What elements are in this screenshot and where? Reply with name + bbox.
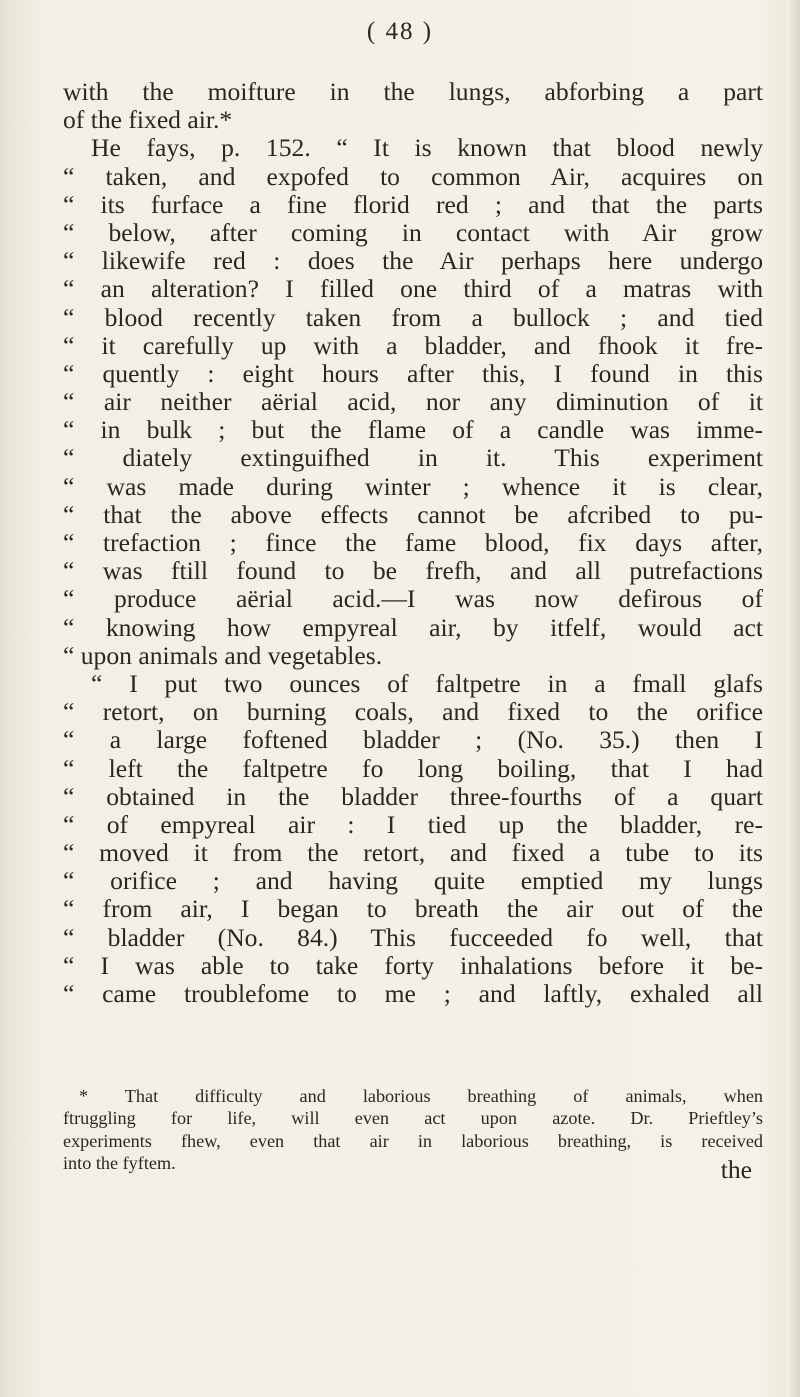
text-line: “ quently : eight hours after this, I found in this — [63, 359, 763, 388]
text-line: “ from air, I began to breath the air out of the — [63, 895, 763, 924]
text-line: “ it carefully up with a bladder, and fhook it fre- — [63, 331, 763, 360]
text-line: “ air neither aërial acid, nor any diminution of it — [63, 388, 763, 417]
footnote-line: * That difficulty and laborious breathing of animals, when — [79, 1086, 763, 1106]
text-line: “ left the faltpetre fo long boiling, that I had — [63, 754, 763, 783]
footnote-line: ftruggling for life, will even act upon azote. Dr. Prieftley’s — [63, 1108, 763, 1129]
catchword: the — [720, 1155, 752, 1184]
text-line: with the moifture in the lungs, abforbing a part — [63, 78, 763, 106]
footnote-line: experiments fhew, even that air in laborious breathing, is received — [63, 1130, 763, 1151]
text-line: “ below, after coming in contact with Air grow — [63, 218, 763, 247]
text-line: “ trefaction ; fince the fame blood, fix days after, — [63, 529, 763, 557]
text-line: “ produce aërial acid.—I was now defirous of — [63, 585, 763, 614]
text-line: “ blood recently taken from a bullock ; and tied — [63, 303, 763, 332]
main-text — [63, 78, 763, 1008]
text-line: “ a large foftened bladder ; (No. 35.) then I — [63, 726, 763, 755]
text-line: “ was ftill found to be frefh, and all putrefactions — [63, 557, 763, 586]
text-line: “ likewife red : does the Air perhaps here undergo — [63, 247, 763, 276]
footnote — [63, 1085, 763, 1175]
text-line: “ bladder (No. 84.) This fucceeded fo well, that — [63, 923, 763, 952]
text-line: “ of empyreal air : I tied up the bladder, re- — [63, 810, 763, 839]
page-number-header: ( 48 ) — [366, 18, 434, 45]
text-line: “ moved it from the retort, and fixed a tube to its — [63, 839, 763, 868]
text-line: “ diately extinguifhed in it. This experiment — [63, 444, 763, 473]
footnote-line: into the fyftem. — [63, 1153, 176, 1174]
text-line: “ obtained in the bladder three-fourths of a quart — [63, 782, 763, 811]
text-line: “ taken, and expofed to common Air, acquires on — [63, 162, 763, 191]
text-line: “ its furface a fine florid red ; and that the parts — [63, 190, 763, 219]
text-line: “ knowing how empyreal air, by itfelf, would act — [63, 613, 763, 642]
page-edge — [786, 0, 800, 1397]
text-line: “ orifice ; and having quite emptied my lungs — [63, 867, 763, 896]
text-line: “ I was able to take forty inhalations before it be- — [63, 951, 763, 980]
text-line: “ retort, on burning coals, and fixed to the orifice — [63, 698, 763, 727]
text-line: of the fixed air.* — [63, 106, 233, 135]
text-line: “ an alteration? I filled one third of a matras with — [63, 275, 763, 304]
text-line: “ came troublefome to me ; and laftly, exhaled all — [63, 980, 763, 1008]
text-line: “ upon animals and vegetables. — [63, 641, 383, 670]
text-line: He fays, p. 152. “ It is known that blood newly — [91, 134, 763, 163]
text-line: “ I put two ounces of faltpetre in a fmall glafs — [91, 669, 763, 698]
text-line: “ that the above effects cannot be afcribed to pu- — [63, 500, 763, 529]
text-line: “ was made during winter ; whence it is clear, — [63, 472, 763, 501]
text-line: “ in bulk ; but the flame of a candle was imme- — [63, 416, 763, 445]
